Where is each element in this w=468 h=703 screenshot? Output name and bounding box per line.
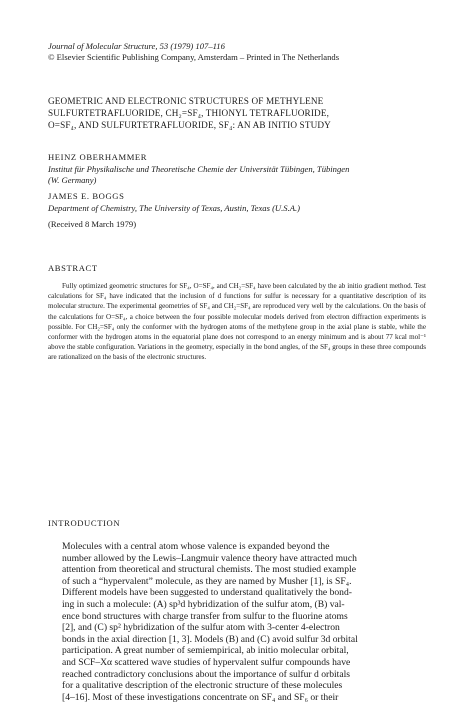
abstract-text: Fully optimized geometric structures for SF₄, O=SF₄, and CH₂=SF₄ have been calculated by the ab initio gradient method. Test calculations for SF₄ have indicated that the inclusion of d functions for sulfur is necessary for a quantitative description of its molecular structure. The experimental geometries of SF₄ and CH₂=SF₄ are reproduced very well by the calculations. On the basis of the calculations for O=SF₄, a choice between the four possible molecular models derived from electron diffraction experiments is possible. For CH₂=SF₄ only the conformer with the hydrogen atoms of the methylene group in the axial plane is stable, while the conformer with the hydrogen atoms in the equatorial plane does not correspond to an energy minimum and is about 77 kcal mol⁻¹ above the stable configuration. Variations in the geometry, especially in the bond angles, of the SF₄ groups in these three compounds are rationalized on the basis of the electronic structures. bbox=[48, 282, 426, 362]
author-name: HEINZ OBERHAMMER bbox=[48, 152, 148, 162]
author-affiliation bbox=[48, 164, 426, 187]
affiliation-line: Institut für Physikalische und Theoretische Chemie der Universität Tübingen, Tübingen bbox=[48, 164, 350, 174]
body-line: and SCF–Xα scattered wave studies of hypervalent sulfur compounds have bbox=[62, 656, 351, 668]
body-line: attention from theoretical and structural chemists. The most studied example bbox=[62, 564, 356, 576]
body-line: ing in such a molecule: (A) sp³d hybridization of the sulfur atom, (B) val- bbox=[62, 598, 345, 610]
introduction-heading: INTRODUCTION bbox=[48, 518, 121, 528]
affiliation-line: (W. Germany) bbox=[48, 175, 97, 186]
body-line: [2], and (C) sp² hybridization of the sulfur atom with 3-center 4-electron bbox=[62, 622, 340, 634]
title-line-2: SULFURTETRAFLUORIDE, CH₂=SF₄, THIONYL TETRAFLUORIDE, bbox=[48, 108, 330, 119]
introduction-body bbox=[48, 541, 426, 703]
body-line: participation. A great number of semiempirical, ab initio molecular orbital, bbox=[62, 645, 349, 657]
title-line-3: O=SF₄, AND SULFURTETRAFLUORIDE, SF₄: AN AB INITIO STUDY bbox=[48, 120, 331, 131]
article-title bbox=[48, 95, 426, 132]
body-line: [4–16]. Most of these investigations concentrate on SF₄ and SF₆ or their bbox=[62, 691, 339, 703]
received-date: (Received 8 March 1979) bbox=[48, 219, 137, 229]
author-affiliation: Department of Chemistry, The University of Texas, Austin, Texas (U.S.A.) bbox=[48, 203, 300, 213]
body-line: reached contradictory conclusions about the importance of sulfur d orbitals bbox=[62, 668, 350, 680]
author-name: JAMES E. BOGGS bbox=[48, 191, 125, 201]
publisher-line: © Elsevier Scientific Publishing Company, Amsterdam – Printed in The Netherlands bbox=[48, 52, 340, 63]
abstract-heading: ABSTRACT bbox=[48, 263, 98, 273]
body-line: of such a “hypervalent” molecule, as they are named by Musher [1], is SF₄. bbox=[62, 575, 352, 587]
body-line: for a qualitative description of the electronic structure of these molecules bbox=[62, 680, 343, 692]
journal-header bbox=[48, 41, 426, 63]
body-line: ence bond structures with charge transfer from sulfur to the fluorine atoms bbox=[62, 610, 348, 622]
journal-citation: Journal of Molecular Structure, 53 (1979) 107–116 bbox=[48, 41, 225, 51]
body-line: number allowed by the Lewis–Langmuir valence theory have attracted much bbox=[62, 552, 357, 564]
body-line: Different models have been suggested to understand qualitatively the bond- bbox=[62, 587, 352, 599]
body-line: Molecules with a central atom whose valence is expanded beyond the bbox=[62, 541, 330, 552]
body-line: bonds in the axial direction [1, 3]. Models (B) and (C) avoid sulfur 3d orbital bbox=[62, 633, 358, 645]
title-line-1: GEOMETRIC AND ELECTRONIC STRUCTURES OF METHYLENE bbox=[48, 96, 324, 106]
